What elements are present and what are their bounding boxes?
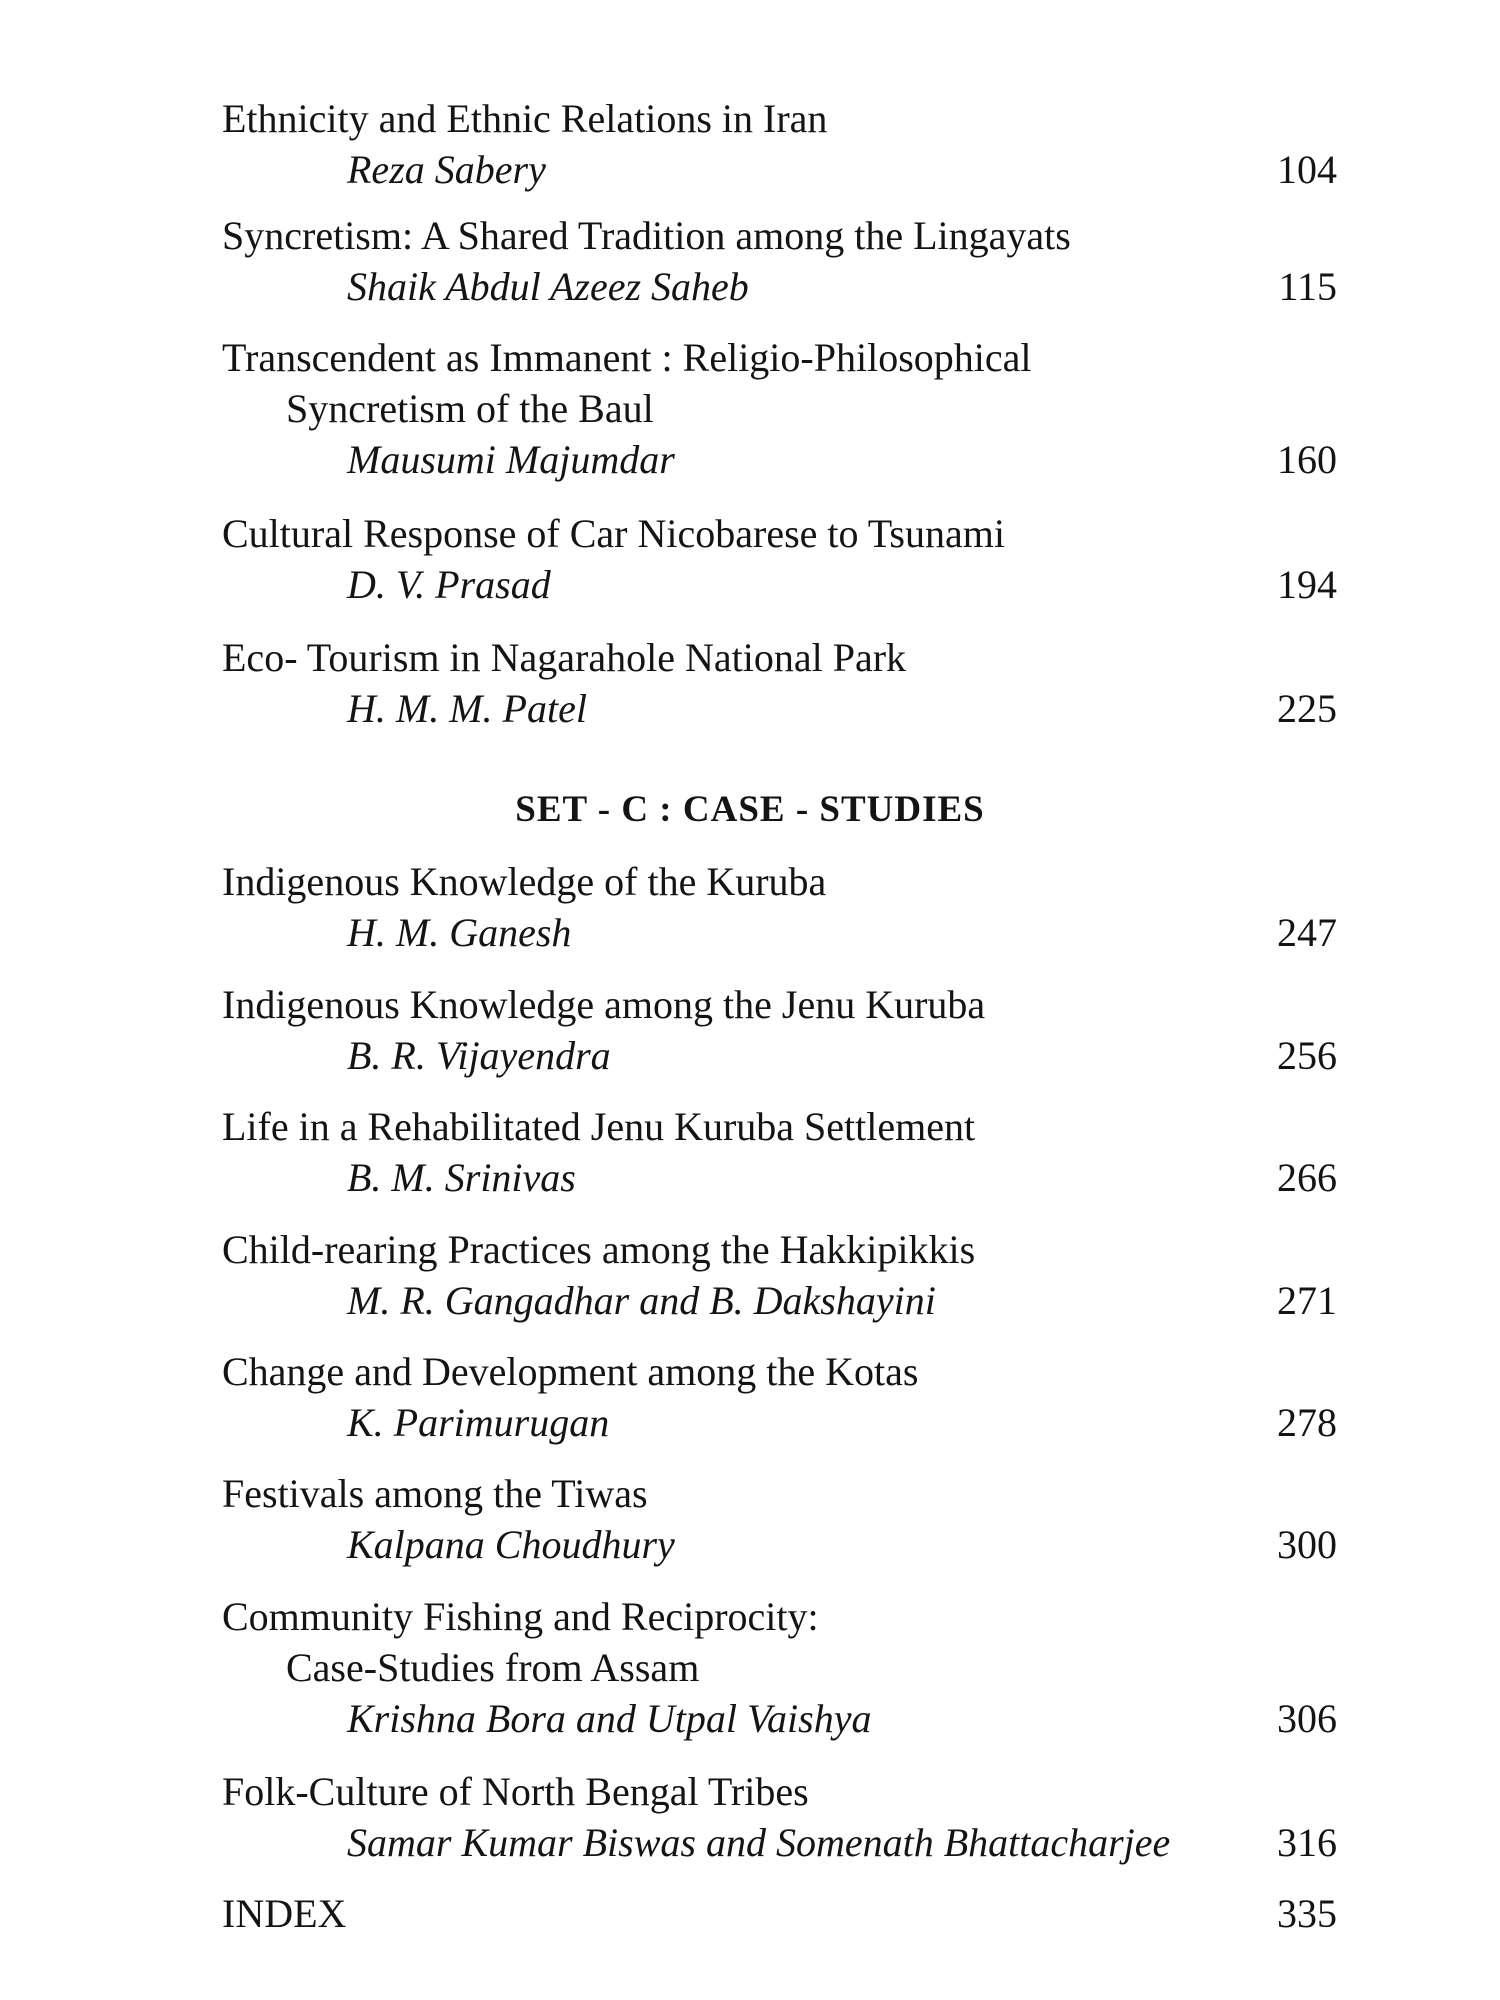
page-number: 160	[1277, 437, 1337, 482]
entry-title: Indigenous Knowledge of the Kuruba	[222, 859, 827, 904]
page-number: 256	[1277, 1033, 1337, 1078]
toc-entry	[222, 979, 1337, 1081]
toc-entry	[222, 1468, 1337, 1570]
entry-author	[222, 1030, 1337, 1081]
entry-author	[222, 1152, 1337, 1203]
author-name: B. M. Srinivas	[347, 1155, 576, 1200]
author-name: M. R. Gangadhar and B. Dakshayini	[347, 1278, 936, 1323]
index-label: INDEX	[222, 1891, 347, 1936]
entry-title: Cultural Response of Car Nicobarese to Tsunami	[222, 511, 1005, 556]
entry-title: Festivals among the Tiwas	[222, 1471, 648, 1516]
entry-title: Eco- Tourism in Nagarahole National Park	[222, 635, 907, 680]
entry-author	[222, 1817, 1337, 1868]
author-name: Reza Sabery	[347, 147, 546, 192]
entry-author	[222, 434, 1337, 485]
entry-title: Child-rearing Practices among the Hakkipikkis	[222, 1227, 976, 1272]
entry-title-continued: Syncretism of the Baul	[286, 386, 654, 431]
toc-entry	[222, 1766, 1337, 1868]
toc-entry	[222, 93, 1337, 195]
author-name: Mausumi Majumdar	[347, 437, 675, 482]
entry-title: Transcendent as Immanent : Religio-Philosophical	[222, 335, 1032, 380]
entry-author	[222, 144, 1337, 195]
author-name: H. M. Ganesh	[347, 910, 572, 955]
entry-title: Change and Development among the Kotas	[222, 1349, 919, 1394]
page-number: 225	[1277, 686, 1337, 731]
author-name: D. V. Prasad	[347, 562, 551, 607]
page-number: 266	[1277, 1155, 1337, 1200]
entry-title: Life in a Rehabilitated Jenu Kuruba Settlement	[222, 1104, 976, 1149]
toc-entry	[222, 1346, 1337, 1448]
entry-title: Folk-Culture of North Bengal Tribes	[222, 1769, 809, 1814]
toc-entry	[222, 508, 1337, 610]
author-name: Kalpana Choudhury	[347, 1522, 675, 1567]
index-line	[222, 1888, 1337, 1939]
toc-entry	[222, 1101, 1337, 1203]
author-name: K. Parimurugan	[347, 1400, 610, 1445]
toc-entry	[222, 632, 1337, 734]
page-number: 306	[1277, 1696, 1337, 1741]
entry-title: Community Fishing and Reciprocity:	[222, 1594, 819, 1639]
entry-author	[222, 261, 1337, 312]
author-name: Krishna Bora and Utpal Vaishya	[347, 1696, 872, 1741]
page-number: 104	[1277, 147, 1337, 192]
page-number: 335	[1277, 1891, 1337, 1936]
entry-author	[222, 683, 1337, 734]
entry-author	[222, 1275, 1337, 1326]
entry-title: Ethnicity and Ethnic Relations in Iran	[222, 96, 828, 141]
entry-title-continued: Case-Studies from Assam	[286, 1645, 700, 1690]
page-number: 300	[1277, 1522, 1337, 1567]
entry-author	[222, 1693, 1337, 1744]
page-number: 115	[1278, 264, 1337, 309]
entry-author	[222, 1397, 1337, 1448]
toc-entry	[222, 1591, 1337, 1744]
entry-title: Indigenous Knowledge among the Jenu Kuruba	[222, 982, 986, 1027]
author-name: Shaik Abdul Azeez Saheb	[347, 264, 749, 309]
toc-entry	[222, 210, 1337, 312]
page-number: 247	[1277, 910, 1337, 955]
entry-author	[222, 559, 1337, 610]
page-number: 194	[1277, 562, 1337, 607]
author-name: H. M. M. Patel	[347, 686, 587, 731]
page-number: 278	[1277, 1400, 1337, 1445]
section-heading: SET - C : CASE - STUDIES	[515, 789, 985, 830]
toc-entry	[222, 856, 1337, 958]
page-number: 271	[1277, 1278, 1337, 1323]
author-name: Samar Kumar Biswas and Somenath Bhattacharjee	[347, 1820, 1171, 1865]
toc-entry	[222, 332, 1337, 485]
entry-author	[222, 1519, 1337, 1570]
index-entry	[222, 1888, 1337, 1939]
author-name: B. R. Vijayendra	[347, 1033, 611, 1078]
toc-entry	[222, 1224, 1337, 1326]
entry-title: Syncretism: A Shared Tradition among the Lingayats	[222, 213, 1071, 258]
entry-author	[222, 907, 1337, 958]
page-number: 316	[1277, 1820, 1337, 1865]
